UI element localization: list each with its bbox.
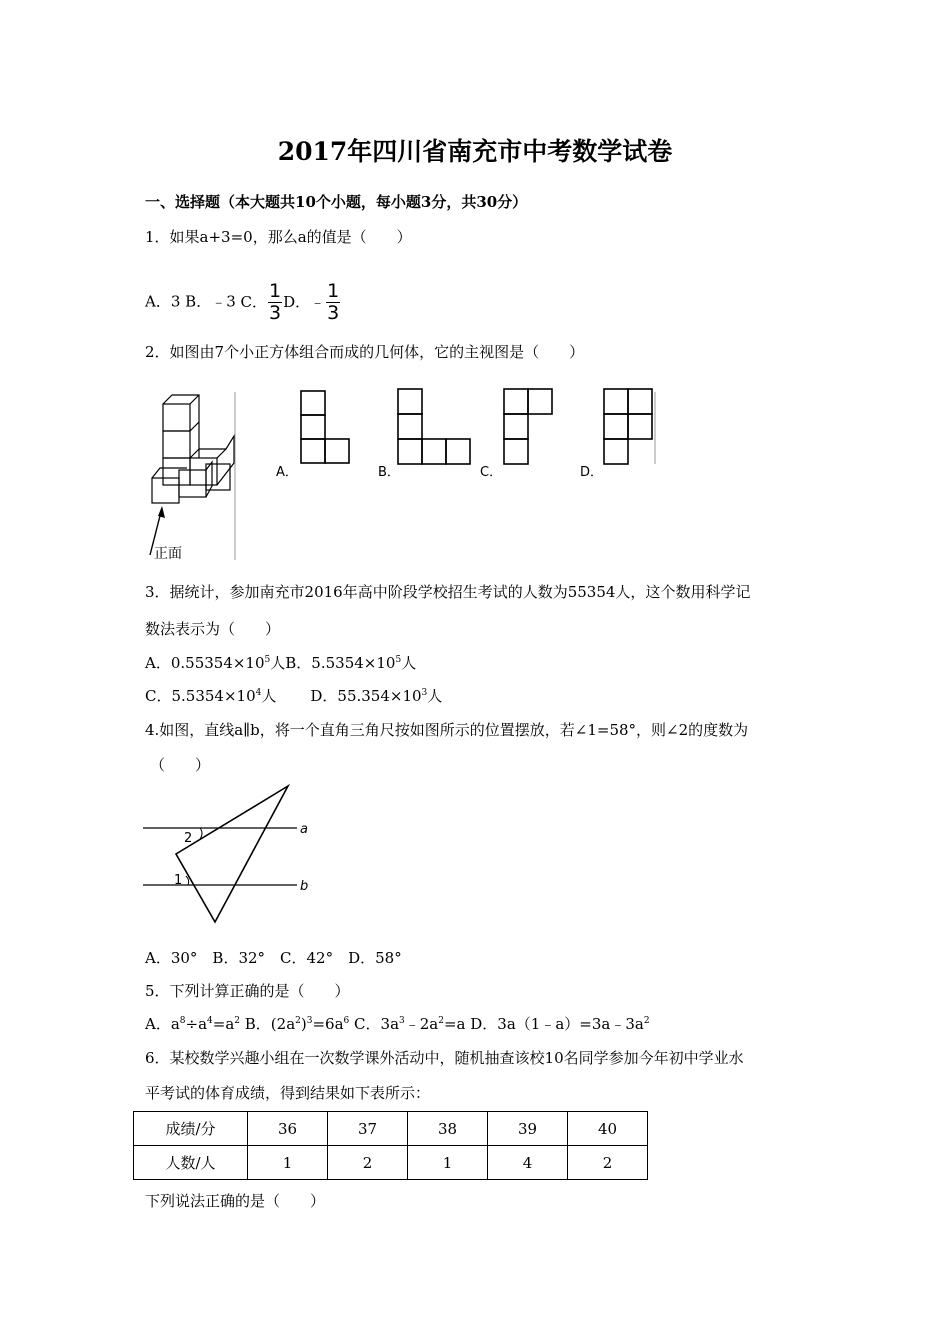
q5-stem: 5．下列计算正确的是（ ）	[145, 982, 350, 1000]
q2-option-a-figure[interactable]	[301, 391, 349, 463]
q3-option-c[interactable]: C．$5.5354\times 10^4$人	[145, 687, 277, 705]
table-cell: 人数/人	[134, 1146, 248, 1180]
table-row	[134, 1146, 648, 1180]
table-cell: 2	[328, 1146, 408, 1180]
q4-stem-line2: （ ）	[150, 756, 211, 774]
cube-solid-figure	[152, 395, 234, 503]
q2-stem: 2．如图由7个小正方体组合而成的几何体，它的主视图是（ ）	[145, 343, 585, 361]
q1-stem: 1．如果a+3=0，那么a的值是（ ）	[145, 228, 412, 246]
q5-option-c[interactable]: C．$3a^3﹣2a^2=a$	[349, 1015, 466, 1033]
table-cell: 39	[488, 1112, 568, 1146]
q1-option-b[interactable]: B．﹣3	[185, 292, 236, 311]
table-cell: 1	[248, 1146, 328, 1180]
fraction: $\frac{1}{3}$	[327, 280, 340, 324]
q4-stem-line1: 4.如图，直线a∥b，将一个直角三角尺按如图所示的位置摆放，若∠1=58°，则∠2的度数为	[145, 721, 749, 739]
q4-options[interactable]: A．30° B．32° C．42° D．58°	[145, 949, 402, 967]
fraction: $\frac{1}{3}$	[269, 280, 282, 324]
section-heading: 一、选择题（本大题共10个小题，每小题3分，共30分）	[145, 193, 528, 211]
table-cell: 37	[328, 1112, 408, 1146]
q6-stem-line1: 6．某校数学兴趣小组在一次数学课外活动中，随机抽查该校10名同学参加今年初中学业水	[145, 1049, 744, 1067]
q1-option-c[interactable]: C． $\frac{1}{3}$	[240, 280, 282, 324]
q2-option-b-figure[interactable]	[398, 389, 470, 464]
q4-figure	[140, 780, 320, 930]
right-triangle	[176, 786, 288, 922]
table-cell: 40	[568, 1112, 648, 1146]
front-label: 正面	[154, 546, 182, 562]
table-row	[134, 1112, 648, 1146]
q3-options-row1	[145, 652, 416, 673]
q5-option-b[interactable]: B．$(2a^2)^3=6a^6$	[240, 1015, 350, 1033]
table-cell: 4	[488, 1146, 568, 1180]
score-table	[133, 1111, 648, 1180]
table-cell: 38	[408, 1112, 488, 1146]
table-cell: 2	[568, 1146, 648, 1180]
q5-option-a[interactable]: A．$a^8\div a^4=a^2$	[145, 1015, 241, 1033]
table-cell: 成绩/分	[134, 1112, 248, 1146]
angle-1-label: 1	[174, 873, 183, 888]
q3-option-a[interactable]: A．$0.55354\times 10^5$人	[145, 654, 286, 672]
q1-options	[145, 282, 341, 323]
q1-option-a[interactable]: A．3	[145, 292, 181, 311]
q3-option-d[interactable]: D．$55.354\times 10^3$人	[310, 687, 443, 705]
q1-option-d[interactable]: D．﹣ $\frac{1}{3}$	[283, 280, 340, 324]
q2-option-b-label[interactable]: B．	[378, 465, 400, 480]
q2-option-c-label[interactable]: C．	[480, 465, 503, 480]
label-b: b	[300, 879, 309, 894]
q3-stem-line2: 数法表示为（ ）	[145, 620, 281, 638]
q5-option-d[interactable]: D．$3a(1﹣a)=3a﹣3a^2$	[465, 1015, 650, 1033]
table-cell: 1	[408, 1146, 488, 1180]
q2-option-a-label[interactable]: A．	[276, 465, 298, 480]
q2-option-d-figure[interactable]	[604, 389, 652, 464]
label-a: a	[300, 822, 308, 837]
q3-options-row2	[145, 685, 442, 706]
angle-2-label: 2	[184, 831, 193, 846]
q2-option-d-label[interactable]: D．	[580, 465, 604, 480]
q3-stem-line1: 3．据统计，参加南充市2016年高中阶段学校招生考试的人数为55354人，这个数用科学记	[145, 583, 751, 601]
q3-option-b[interactable]: B．$5.5354\times 10^5$人	[285, 654, 417, 672]
q2-figure	[140, 378, 670, 568]
table-cell: 36	[248, 1112, 328, 1146]
q5-options	[145, 1013, 650, 1034]
q6-stem-line2: 平考试的体育成绩，得到结果如下表所示：	[145, 1084, 431, 1102]
q2-option-c-figure[interactable]	[504, 389, 552, 464]
page-title: 2017年四川省南充市中考数学试卷	[277, 137, 673, 166]
q6-followup: 下列说法正确的是（ ）	[145, 1192, 326, 1210]
